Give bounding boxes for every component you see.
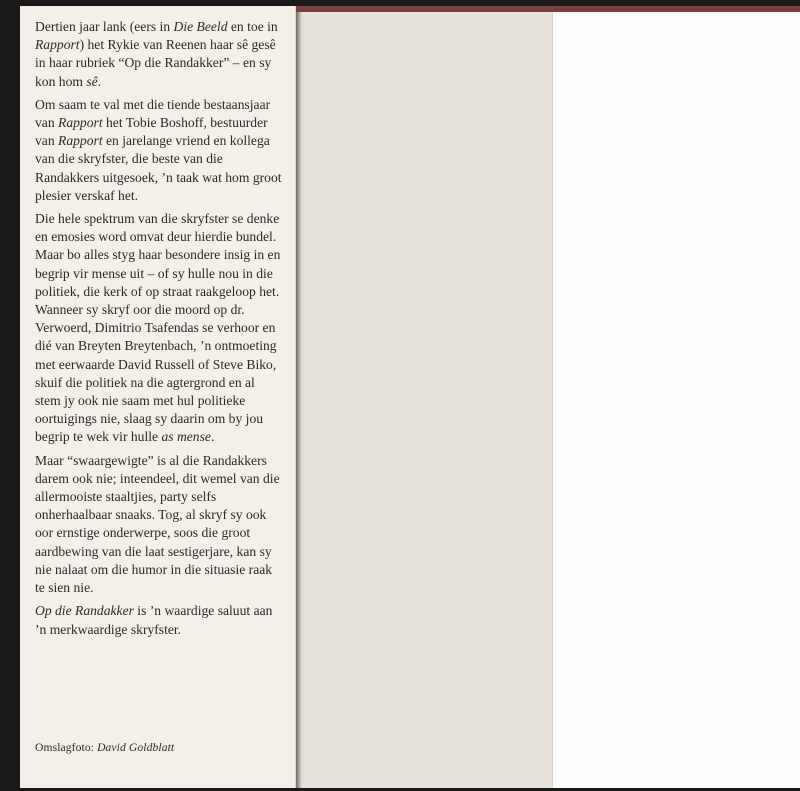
italic-run: as mense [161,429,211,445]
italic-run: Op die Randakker [35,603,134,619]
text-run: Die hele spektrum van die skryfster se denke en emosies word omvat deur hierdie bundel. Maar bo alles styg haar besondere insig in en begrip vir mense uit – of sy hulle nou in die politiek, die kerk of op straat raakgeloop het. Wanneer sy skryf oor die moord op dr. Verwoerd, Dimitrio Tsafendas se verhoor en dié van Breyten Breytenbach, ’n ontmoeting met eerwaarde David Russell of Steve Biko, skuif die politiek na die agtergrond en al stem jy ook nie saam met hul politieke oortuigings nie, slaag sy daarin om by jou begrip te wek vir hulle [35,211,281,445]
text-run: en jarelange vriend en kollega van die skryfster, die beste van die Randakkers uitgesoek, ’n taak wat hom groot plesier verskaf het. [35,133,282,203]
text-run: Dertien jaar lank (eers in [35,19,174,34]
text-run: is ’n waardige saluut aan ’n merkwaardige skryfster. [35,603,273,637]
text-run: Om saam te val met die tiende bestaansjaar van [35,96,271,131]
back-page [552,12,800,788]
text-run: Maar “swaargewigte” is al die Randakkers darem ook nie; inteendeel, dit wemel van die allermooiste staaltjies, party selfs onherhaalbaar snaaks. Tog, al skryf sy ook oor ernstige onderwerpe, soos die groot aardbewing van die laat sestigerjare, kan sy nie nalaat om die humor in die situasie raak te sien nie. [35,452,280,596]
text-run: . [210,429,215,445]
italic-run: Rapport [35,37,80,53]
blurb-text [35,18,283,644]
credit-label: Omslagfoto: [35,741,98,754]
blurb-paragraph [35,452,283,598]
italic-run: sê [86,73,98,89]
text-run: . [97,73,102,89]
italic-run: Die Beeld [173,19,228,34]
cover-photo-credit [35,741,174,754]
text-run: ) het Rykie van Reenen haar sê gesê in haar rubriek “Op die Randakker” – en sy kon hom [35,37,276,89]
italic-run: Rapport [58,115,103,131]
blurb-paragraph [35,210,283,447]
spine-strip [296,6,552,788]
fold-shadow [296,6,302,788]
blurb-paragraph [35,18,283,91]
blurb-paragraph [35,96,283,205]
blurb-paragraph [35,602,283,638]
text-run: het Tobie Boshoff, bestuurder van [35,115,268,149]
italic-run: Rapport [58,133,103,149]
credit-name: David Goldblatt [97,741,175,754]
text-run: en toe in [227,19,278,34]
